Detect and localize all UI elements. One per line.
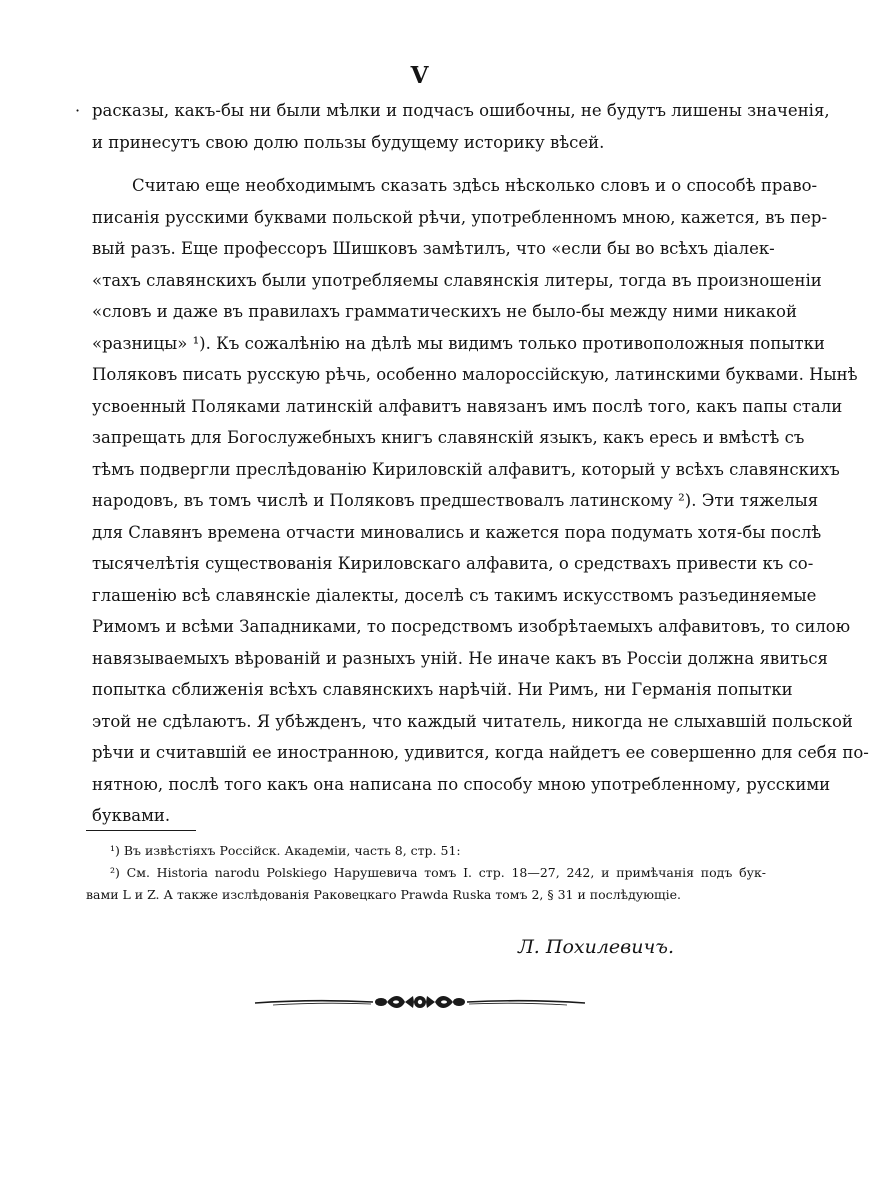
- text-line: писанія русскими буквами польской рѣчи, употребленномъ мною, кажется, въ пер-: [92, 207, 828, 227]
- text-line: попытка сближенія всѣхъ славянскихъ нарѣчій. Ни Римъ, ни Германія попытки: [92, 680, 793, 699]
- text-line: расказы, какъ-бы ни были мѣлки и подчасъ ошибочны, не будутъ лишены значенія,: [92, 101, 830, 120]
- footnote-separator: [86, 830, 196, 831]
- text-line: запрещать для Богослужебныхъ книгъ славянскій языкъ, какъ ересь и вмѣстѣ съ: [92, 428, 805, 447]
- footnote-2-continuation: вами L и Z. А также изслѣдованія Раковецкаго Prawda Ruska томъ 2, § 31 и послѣдующіе.: [86, 887, 682, 902]
- text-line: усвоенный Поляками латинскій алфавитъ навязанъ имъ послѣ того, какъ папы стали: [92, 396, 843, 416]
- decorative-ornament: [253, 990, 587, 1014]
- text-line: для Славянъ времена отчасти миновались и кажется пора подумать хотя-бы послѣ: [92, 522, 822, 542]
- text-line: навязываемыхъ вѣрованій и разныхъ уній. Не иначе какъ въ Россіи должна явиться: [92, 648, 828, 668]
- text-line: Поляковъ писать русскую рѣчь, особенно малороссійскую, латинскими буквами. Нынѣ: [92, 365, 858, 384]
- marginal-mark: ·: [75, 101, 81, 120]
- footnote-2: ²) См. Historia narodu Polskiego Нарушевича томъ I. стр. 18—27, 242, и примѣчанія подъ бук-: [110, 865, 766, 880]
- text-line: тысячелѣтія существованія Кириловскаго алфавита, о средствахъ привести къ со-: [92, 554, 814, 573]
- text-line: буквами.: [92, 806, 171, 825]
- text-line: рѣчи и считавшій ее иностранною, удивится, когда найдетъ ее совершенно для себя по-: [92, 743, 869, 762]
- footnote-1: ¹) Въ извѣстіяхъ Россійск. Академіи, часть 8, стр. 51:: [110, 843, 461, 858]
- text-line: тѣмъ подвергли преслѣдованію Кириловскій алфавитъ, который у всѣхъ славянскихъ: [92, 459, 840, 479]
- text-line: вый разъ. Еще профессоръ Шишковъ замѣтилъ, что «если бы во всѣхъ діалек-: [92, 239, 775, 258]
- text-line: народовъ, въ томъ числѣ и Поляковъ предшествовалъ латинскому ²). Эти тяжелыя: [92, 491, 819, 510]
- text-line: «словъ и даже въ правилахъ грамматическихъ не было-бы между ними никакой: [92, 302, 797, 321]
- author-signature: Л. Похилевичъ.: [517, 936, 674, 958]
- text-line: и принесутъ свою долю пользы будущему историку вѣсей.: [92, 133, 605, 152]
- text-line: глашенію всѣ славянскіе діалекты, доселѣ съ такимъ искусствомъ разъединяемые: [92, 585, 817, 605]
- text-line: нятною, послѣ того какъ она написана по способу мною употребленному, русскими: [92, 774, 831, 794]
- text-line: Римомъ и всѣми Западниками, то посредствомъ изобрѣтаемыхъ алфавитовъ, то силою: [92, 617, 851, 636]
- text-line: «разницы» ¹). Къ сожалѣнію на дѣлѣ мы видимъ только противоположныя попытки: [92, 333, 825, 353]
- text-line: этой не сдѣлаютъ. Я убѣжденъ, что каждый читатель, никогда не слыхавшій польской: [92, 711, 853, 731]
- page-number: V: [410, 62, 430, 89]
- text-line: «тахъ славянскихъ были употребляемы славянскія литеры, тогда въ произношеніи: [92, 270, 822, 290]
- text-line: Считаю еще необходимымъ сказать здѣсь нѣсколько словъ и о способѣ право-: [132, 176, 818, 195]
